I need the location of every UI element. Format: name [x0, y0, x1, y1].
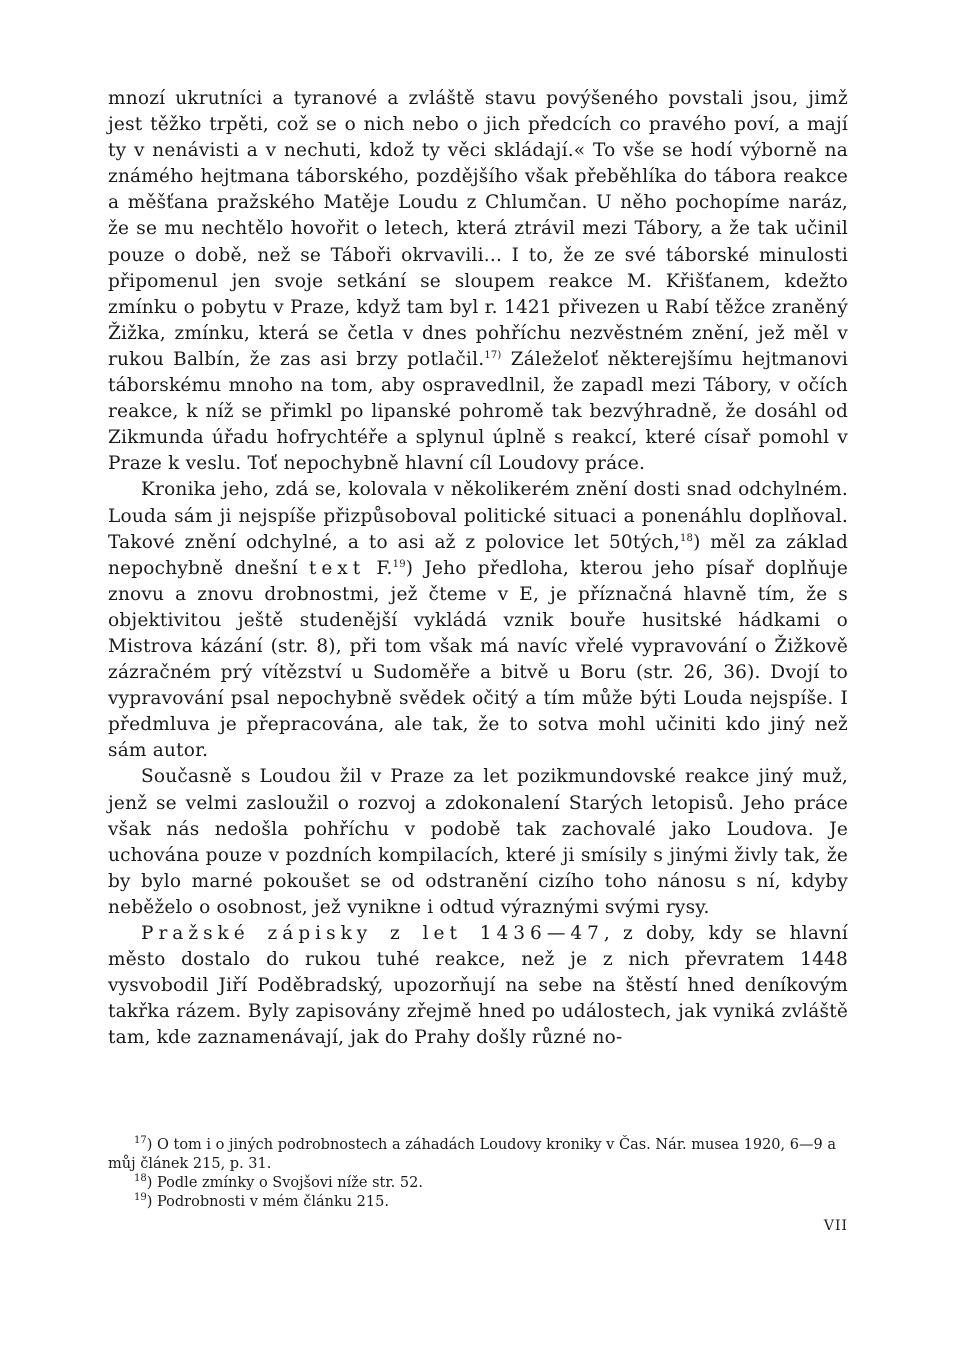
paragraph — [108, 764, 848, 921]
footnote-mark: 18 — [134, 1173, 147, 1185]
paragraph — [108, 921, 848, 1051]
footnote-mark: 19 — [134, 1192, 147, 1204]
page-number: VII — [823, 1218, 848, 1234]
footnote-ref: 17) — [484, 349, 502, 361]
footnote-ref: 18 — [679, 532, 694, 544]
footnote — [108, 1193, 848, 1212]
footnote-mark: 17 — [134, 1135, 147, 1147]
text-span: F. — [365, 557, 393, 579]
spaced-text: text — [308, 557, 366, 579]
footnote-text: ) Podle zmínky o Svojšovi níže str. 52. — [146, 1175, 423, 1191]
text-span: , z doby, kdy se hlavní město dostalo do rukou tuhé reakce, než je z nich převratem 1448 vysvobodil Jiří Poděbradský, upozorňují na sebe na štěstí hned deníkovým takřka rázem. Byly zapisovány zřejmě hned po událostech, jak vyniká zvláště tam, kde zaznamenávají, jak do Prahy došly různé no- — [108, 923, 848, 1049]
footnote — [108, 1174, 848, 1193]
body-text — [108, 86, 848, 1051]
text-span: Současně s Loudou žil v Praze za let pozikmundovské reakce jiný muž, jenž se velmi zasloužil o rozvoj a zdokonalení Starých letopisů. Jeho práce však nás nedošla pohříchu v podobě tak zachovalé jako Loudova. Je uchována pouze v pozdních kompilacích, které ji smísily s jinými živly tak, že by bylo marné pokoušet se od odstranění cizího toho nánosu s ní, kdyby neběželo o osobnost, jež vynikne i odtud výraznými svými rysy. — [108, 766, 848, 918]
text-span: ) Jeho předloha, kterou jeho písař doplňuje znovu a znovu drobnostmi, jež čteme v E, je příznačná hlavně tím, že s objektivitou ještě studenější vykládá vznik bouře husitské hádkami o Mistrova kázání (str. 8), při tom však má navíc vřelé vypravování o Žižkově zázračném prý vítězství u Sudoměře a bitvě u Boru (str. 26, 36). Dvojí to vypravování psal nepochybně svědek očitý a tím může býti Louda nejspíše. I předmluva je přepracována, ale tak, že to sotva mohl učiniti kdo jiný než sám autor. — [108, 557, 848, 762]
text-span: Kronika jeho, zdá se, kolovala v několikerém znění dosti snad odchylném. Louda sám ji nejspíše přizpůsoboval politické situaci a ponenáhlu doplňoval. Takové znění odchylné, a to asi až z polovice let 50tých, — [108, 479, 848, 553]
footnotes — [108, 1136, 848, 1212]
text-span: Záleželoť některejšímu hejtmanovi táborskému mnoho na tom, aby ospravedlnil, že zapadl mezi Tábory, v očích reakce, k níž se přimkl po lipanské pohromě tak bezvýhradně, že dosáhl od Zikmunda úřadu hofrychtéře a splynul úplně s reakcí, které císař pomohl v Praze k veslu. Toť nepochybně hlavní cíl Loudovy práce. — [108, 348, 848, 475]
footnote-text: ) Podrobnosti v mém článku 215. — [146, 1194, 389, 1210]
footnote — [108, 1136, 848, 1174]
text-span: ) měl za základ nepochybně dnešní — [108, 531, 849, 579]
paragraph — [108, 477, 848, 764]
text-span: mnozí ukrutníci a tyranové a zvláště stavu povýšeného povstali jsou, jimž jest těžko trpěti, což se o nich nebo o jich předcích co pravého poví, a mají ty v nenávisti a v nechuti, kdož ty věci skládají.« To vše se hodí výborně na známého hejtmana táborského, pozdějšího však přeběhlíka do tábora reakce a měšťana pražského Matěje Loudu z Chlumčan. U něho pochopíme naráz, že se mu nechtělo hovořit o letech, která ztrávil mezi Tábory, a že tak učinil pouze o době, než se Táboři okrvavili... I to, že ze své táborské minulosti připomenul jen svoje setkání se sloupem reakce M. Křišťanem, kdežto zmínku o pobytu v Praze, když tam byl r. 1421 přivezen u Rabí těžce zraněný Žižka, zmínku, která se četla v dnes pohříchu nezvěstném znění, jež měl v rukou Balbín, že zas asi brzy potlačil. — [108, 88, 848, 370]
footnote-ref: 19 — [392, 558, 406, 570]
footnote-text: ) O tom i o jiných podrobnostech a záhadách Loudovy kroniky v Čas. Nár. musea 1920, 6—9 a můj článek 215, p. 31. — [108, 1137, 836, 1172]
spaced-text: Pražské zápisky z let 1436—47 — [141, 923, 604, 944]
paragraph — [108, 86, 848, 477]
